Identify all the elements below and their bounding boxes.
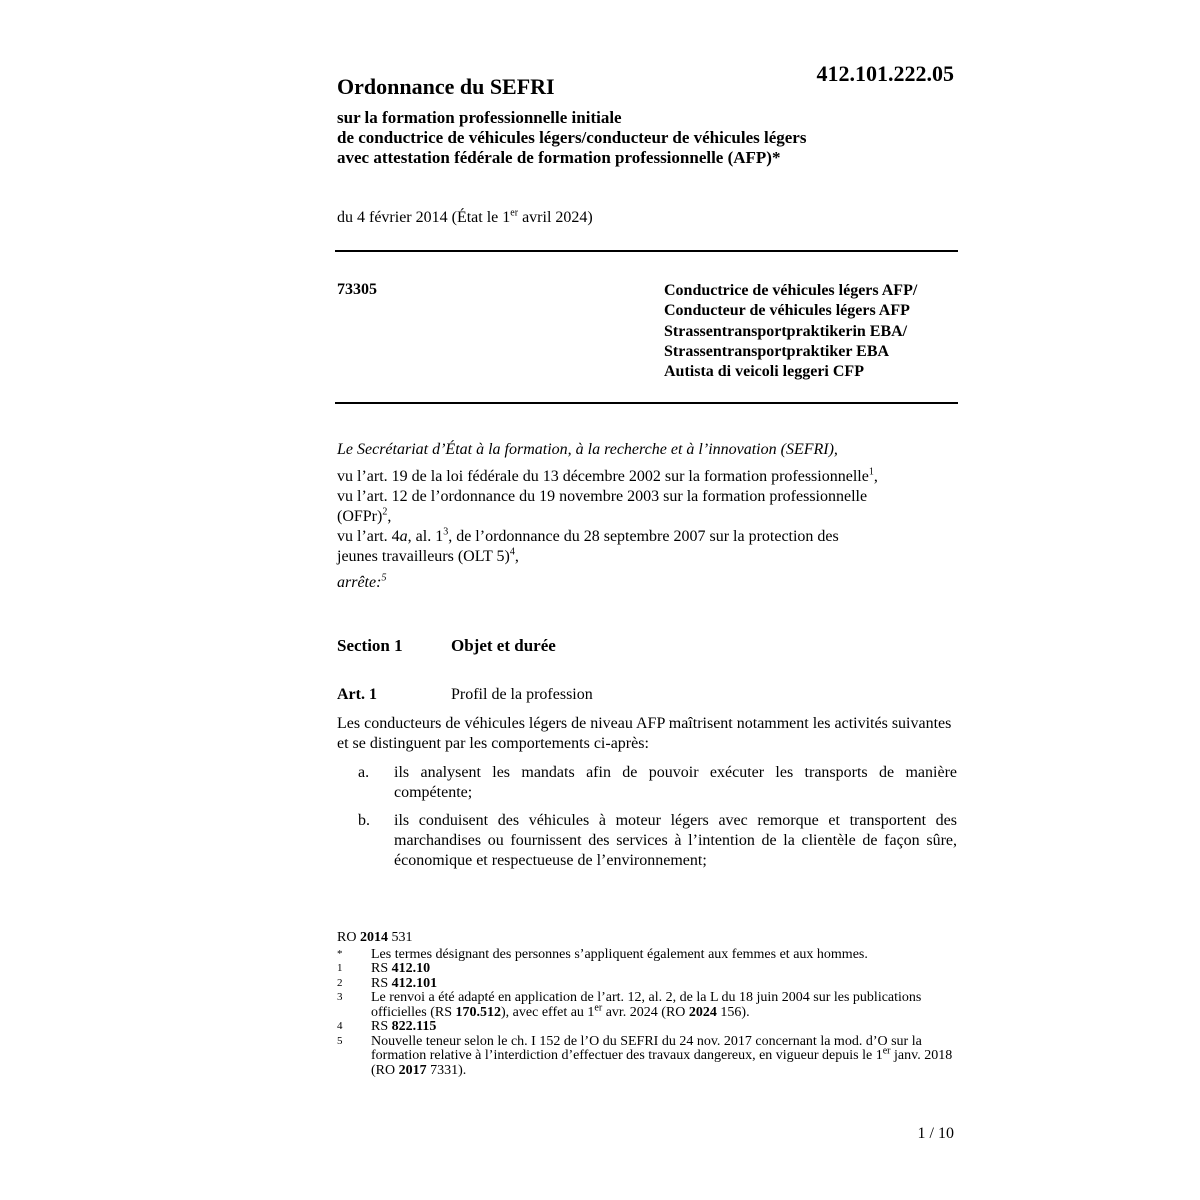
preamble-text: (OFPr) (337, 508, 383, 525)
footnote-text-part: janv. 2018 (RO (371, 1048, 953, 1078)
footnote-text: Les termes désignant des personnes s’appliquent également aux femmes et aux hommes. (371, 946, 868, 962)
preamble-text: , al. 1 (407, 528, 444, 545)
ro-prefix: RO (337, 930, 360, 945)
footnote-ref-number: 170.512 (455, 1004, 502, 1020)
footnote-marker: 1 (337, 962, 343, 974)
footnote-prefix: RS (371, 1019, 392, 1034)
preamble-punct: , (387, 508, 392, 525)
article-title: Profil de la profession (451, 686, 593, 703)
footnote-superscript: er (882, 1045, 891, 1057)
footnote-item (337, 977, 957, 992)
footnote-prefix: RS (371, 961, 392, 976)
section-heading (337, 636, 556, 656)
subtitle-line: sur la formation professionnelle initiale (337, 108, 622, 127)
footnote-text (371, 991, 957, 1020)
footnote-text-part: 7331). (426, 1062, 467, 1078)
preamble-text: vu l’art. 19 de la loi fédérale du 13 décembre 2002 sur la formation professionnelle (337, 468, 869, 485)
document-date (337, 209, 593, 227)
subtitle-line: avec attestation fédérale de formation professionnelle (AFP)* (337, 148, 781, 167)
footnote-ref-number: 2024 (688, 1004, 717, 1020)
footnote-ref-number: 822.115 (391, 1019, 437, 1034)
preamble-punct: , (873, 468, 878, 485)
divider-top (335, 250, 958, 252)
divider-bottom (335, 402, 958, 404)
section-label: Section 1 (337, 636, 403, 655)
footnote-text-part: Le renvoi a été adapté en application de l’art. 12, al. 2, de la L du 18 juin 2004 sur les publications officielles (RS (371, 990, 922, 1020)
footnote-ref-link[interactable]: 1 (868, 466, 874, 478)
date-text: du 4 février 2014 (État le 1 (337, 209, 511, 226)
footnote-ref-link[interactable]: 4 (509, 546, 515, 558)
list-text: ils conduisent des véhicules à moteur légers avec remorque et transportent des marchandises ou fournissent des services à l’intention de la clientèle de façon sûre, économique et respectueuse de l’environnement; (394, 812, 957, 869)
sr-number: 412.101.222.05 (816, 61, 954, 86)
arrete-text: arrête: (337, 574, 382, 591)
footnote-marker: 3 (337, 991, 343, 1003)
footnote-ref-number: 412.101 (391, 975, 438, 991)
footnote-item (337, 962, 957, 977)
footnote-ref-link[interactable]: 3 (443, 526, 449, 538)
footnote-text (371, 1035, 957, 1079)
footnote-marker: * (337, 947, 343, 960)
preamble-punct: , (514, 548, 519, 565)
footnote-marker: 5 (337, 1034, 343, 1047)
preamble-line (337, 547, 957, 567)
list-text: ils analysent les mandats afin de pouvoir exécuter les transports de manière compétente; (394, 764, 957, 801)
date-text-end: avril 2024) (518, 209, 593, 226)
footnote-ref-number: 2017 (398, 1062, 427, 1078)
preamble (337, 440, 957, 593)
preamble-italic: a (399, 528, 408, 545)
footnote-text (371, 1020, 957, 1035)
footnote-text-part: 156). (716, 1004, 750, 1020)
section-title: Objet et durée (451, 636, 556, 655)
article-intro: Les conducteurs de véhicules légers de niveau AFP maîtrisent notamment les activités suivantes et se distinguent par les comportements ci-après: (337, 715, 952, 752)
preamble-arrete (337, 573, 957, 593)
preamble-line: vu l’art. 12 de l’ordonnance du 19 novembre 2003 sur la formation professionnelle (337, 488, 868, 505)
footnotes (337, 931, 957, 1078)
preamble-text: , de l’ordonnance du 28 septembre 2007 sur la protection des (448, 528, 839, 545)
subtitle-line: de conductrice de véhicules légers/conducteur de véhicules légers (337, 128, 807, 147)
footnote-ref-link[interactable]: 2 (382, 506, 388, 518)
footnote-text-part: avr. 2024 (RO (602, 1004, 689, 1020)
footnote-text (371, 962, 957, 977)
document-title: Ordonnance du SEFRI (337, 74, 555, 99)
preamble-text: jeunes travailleurs (OLT 5) (337, 548, 510, 565)
footnote-ref-number: 412.10 (391, 961, 431, 976)
document-subtitle (337, 108, 957, 168)
ro-page: 531 (387, 930, 413, 945)
list-item (337, 763, 957, 803)
profession-title: Conducteur de véhicules légers AFP (664, 302, 910, 320)
profession-title: Conductrice de véhicules légers AFP/ (664, 282, 918, 299)
ro-year: 2014 (359, 930, 388, 945)
list-marker: b. (358, 812, 370, 829)
footnote-item (337, 948, 957, 963)
footnote-prefix: RS (371, 975, 392, 991)
footnote-item (337, 1035, 957, 1079)
article-number: Art. 1 (337, 686, 377, 703)
page-number: 1 / 10 (917, 1125, 954, 1142)
footnote-text-part: Nouvelle teneur selon le ch. I 152 de l’O du SEFRI du 24 nov. 2017 concernant la mod. d’O sur la formation relative à l’interdiction d’effectuer des travaux dangereux, en vigueur depuis le 1 (371, 1033, 922, 1063)
footnote-ref-link[interactable]: 5 (381, 572, 387, 584)
list-item (337, 811, 957, 871)
footnote-item (337, 991, 957, 1020)
footnote-text-part: ), avec effet au 1 (501, 1004, 595, 1020)
profession-title: Strassentransportpraktiker EBA (664, 342, 890, 360)
article-heading (337, 686, 593, 704)
footnote-item (337, 1020, 957, 1035)
preamble-line (337, 527, 957, 547)
list-marker: a. (358, 764, 370, 781)
footnote-marker: 4 (337, 1020, 343, 1032)
preamble-line (337, 467, 957, 487)
preamble-text: vu l’art. 4 (337, 528, 400, 545)
profession-title: Autista di veicoli leggeri CFP (664, 363, 864, 381)
profession-code: 73305 (337, 281, 377, 298)
footnote-superscript: er (594, 1001, 603, 1013)
profession-title: Strassentransportpraktikerin EBA/ (664, 322, 908, 340)
date-superscript: er (510, 207, 519, 219)
footnote-text (371, 977, 957, 992)
profession-titles (664, 281, 917, 382)
preamble-issuer: Le Secrétariat d’État à la formation, à la recherche et à l’innovation (SEFRI), (337, 441, 838, 458)
preamble-line (337, 507, 957, 527)
ro-reference (337, 931, 957, 946)
footnote-marker: 2 (337, 976, 343, 989)
